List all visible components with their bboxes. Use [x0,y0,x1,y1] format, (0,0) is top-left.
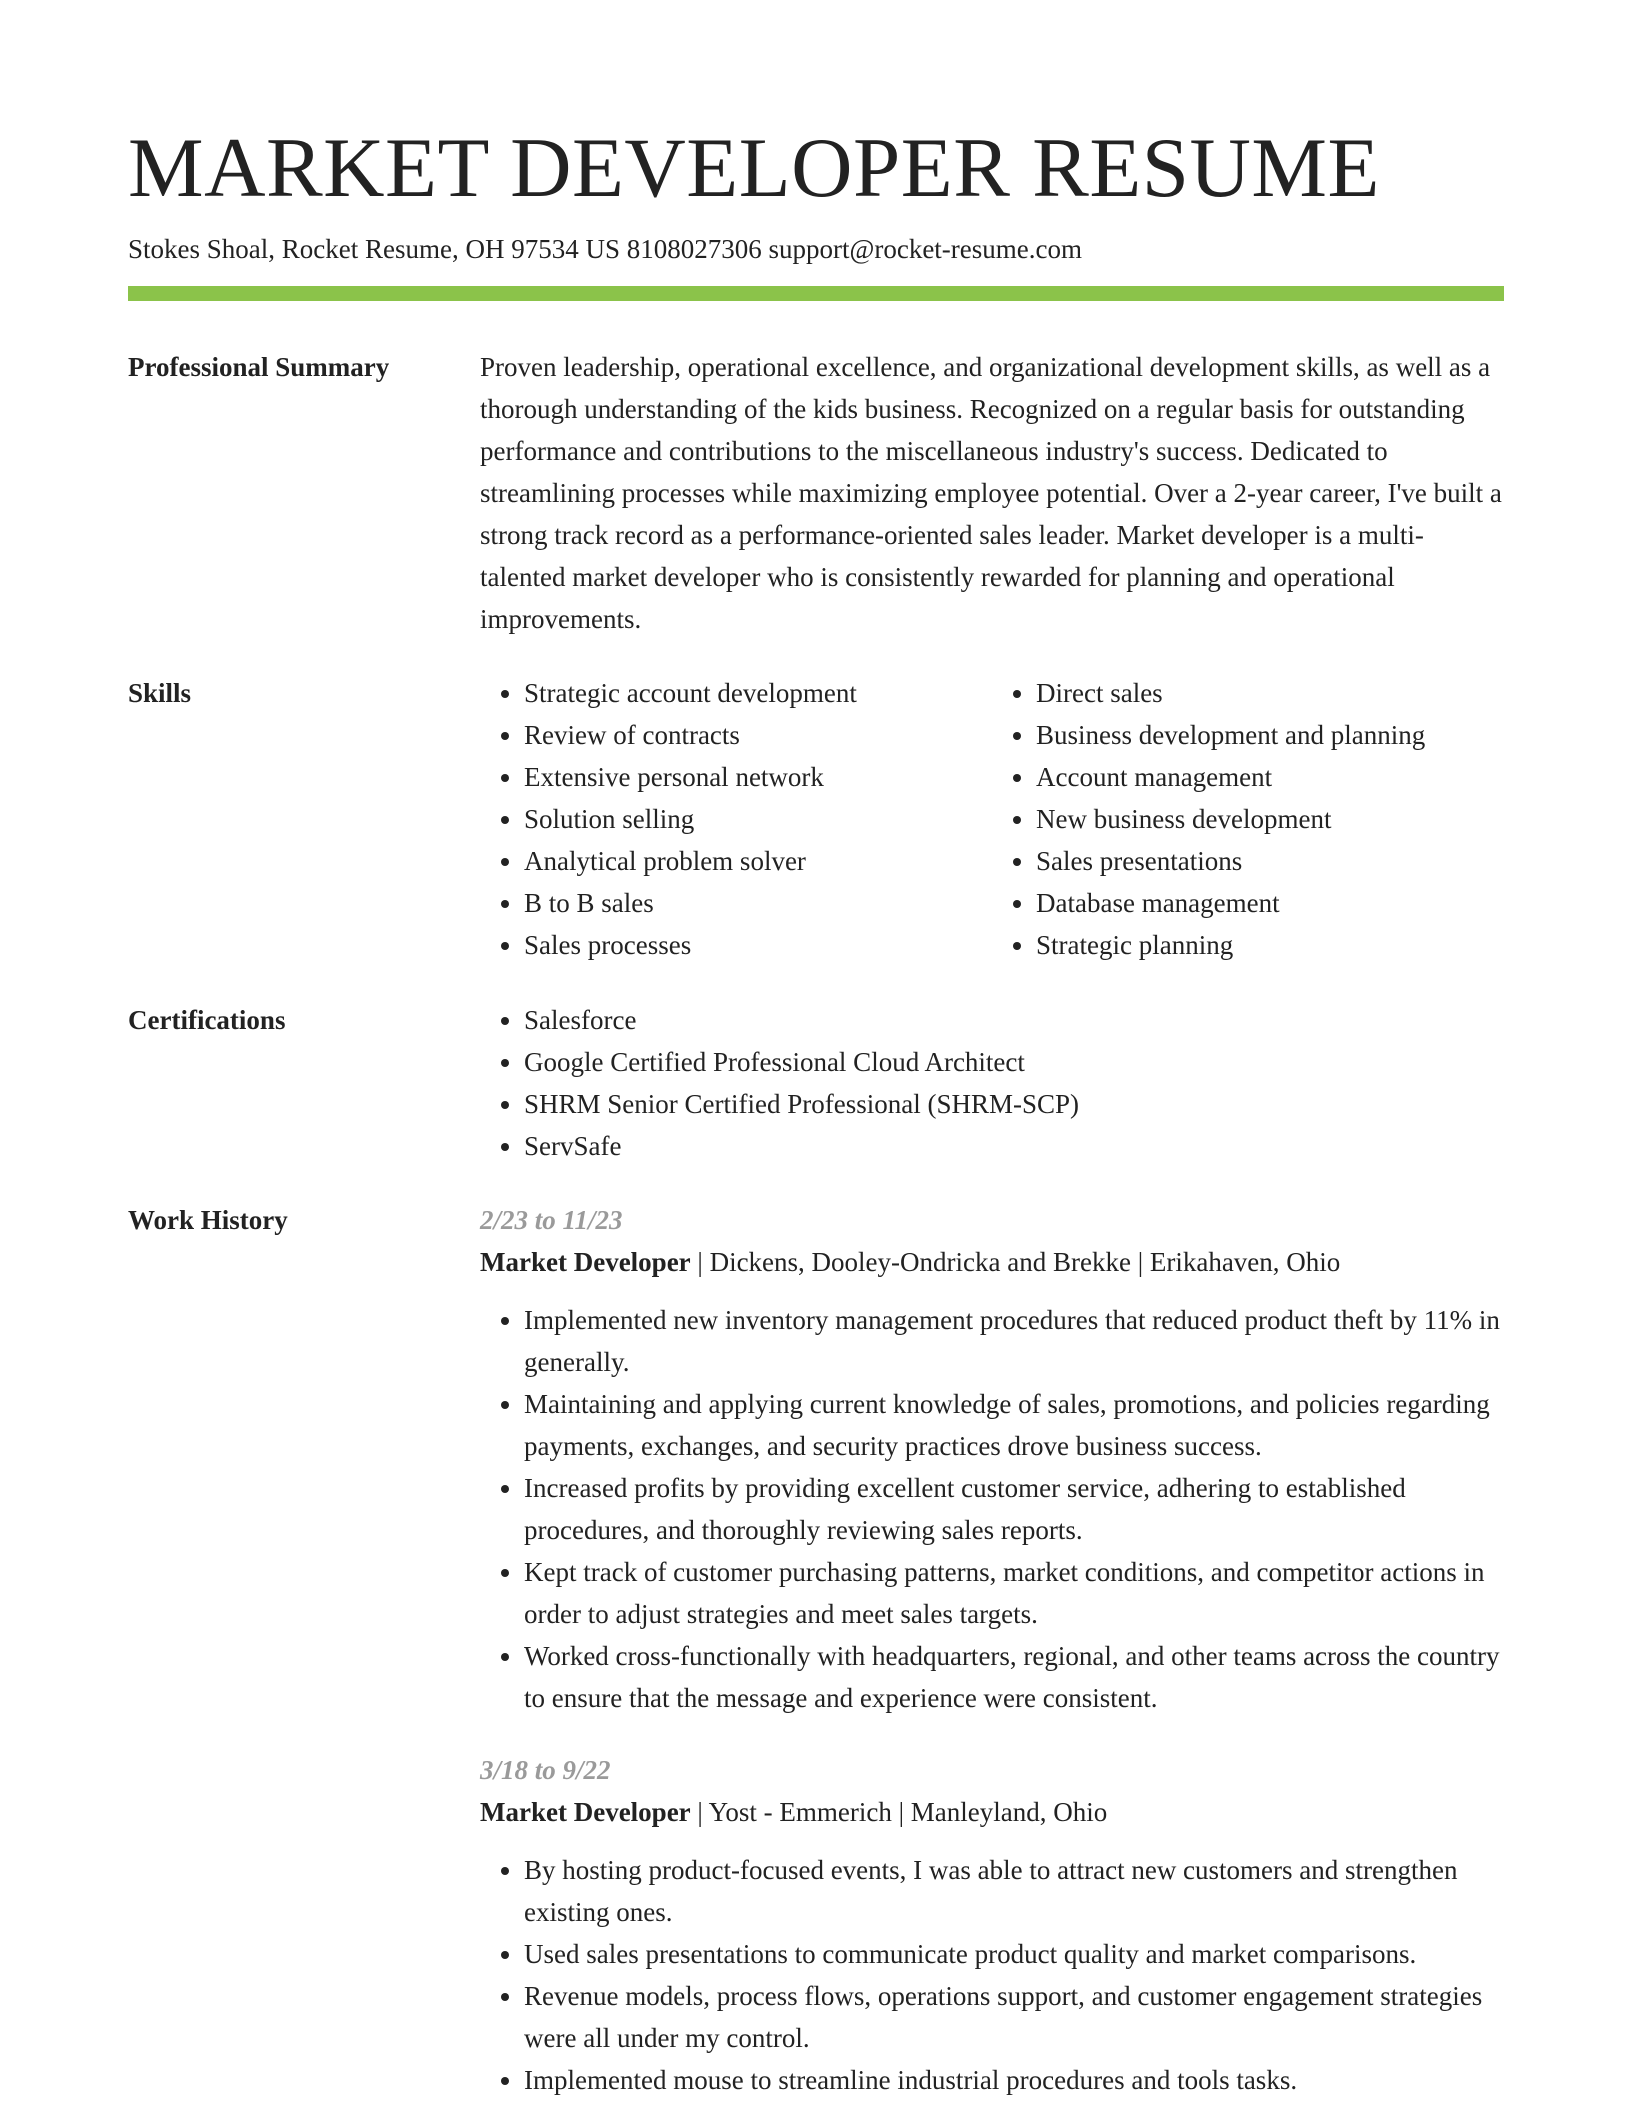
certification-item: • ServSafe [524,1125,1504,1167]
skill-item: • B to B sales [524,882,992,924]
header-divider [128,286,1504,301]
skills-list-left [480,672,992,966]
job-bullet: • Used sales presentations to communicate product quality and market comparisons. [524,1933,1504,1975]
job-dates: 2/23 to 11/23 [480,1205,623,1235]
job-bullet: • Kept track of customer purchasing patterns, market conditions, and competitor actions in order to adjust strategies and meet sales targets. [524,1551,1504,1635]
job-bullet: • Implemented new inventory management procedures that reduced product theft by 11% in generally. [524,1299,1504,1383]
job-bullet: • Maintaining and applying current knowledge of sales, promotions, and policies regarding payments, exchanges, and security practices drove business success. [524,1383,1504,1467]
skills-label: Skills [128,678,192,708]
certifications-content [480,999,1504,1167]
certifications-label: Certifications [128,1005,286,1035]
certification-item: • SHRM Senior Certified Professional (SHRM-SCP) [524,1083,1504,1125]
skill-item: • Sales presentations [1036,840,1504,882]
skill-item: • Extensive personal network [524,756,992,798]
job-details: | Yost - Emmerich | Manleyland, Ohio [690,1797,1108,1827]
summary-content [480,346,1504,640]
summary-label: Professional Summary [128,352,390,382]
job-title: Market Developer [480,1797,691,1827]
job-bullet: • Worked cross-functionally with headquarters, regional, and other teams across the country to ensure that the message and experience were consistent. [524,1635,1504,1719]
skill-item: • Strategic planning [1036,924,1504,966]
job-bullet: • Increased profits by providing excellent customer service, adhering to established procedures, and thoroughly reviewing sales reports. [524,1467,1504,1551]
work-history-label: Work History [128,1205,288,1235]
skills-list-right [992,672,1504,966]
skill-item: • Solution selling [524,798,992,840]
skill-item: • Strategic account development [524,672,992,714]
job-bullet: • Revenue models, process flows, operations support, and customer engagement strategies were all under my control. [524,1975,1504,2059]
job-dates: 3/18 to 9/22 [480,1755,611,1785]
skill-item: • Business development and planning [1036,714,1504,756]
job-title: Market Developer [480,1247,691,1277]
job-bullet: • Implemented mouse to streamline industrial procedures and tools tasks. [524,2059,1504,2101]
summary-text: Proven leadership, operational excellence, and organizational development skills, as well as a thorough understanding of the kids business. Recognized on a regular basis for outstanding performance and contributions to the miscellaneous industry's success. Dedicated to streamlining processes while maximizing employee potential. Over a 2-year career, I've built a strong track record as a performance-oriented sales leader. Market developer is a multi-talented market developer who is consistently rewarded for planning and operational improvements. [480,352,1502,634]
skill-item: • Review of contracts [524,714,992,756]
skill-item: • Analytical problem solver [524,840,992,882]
skill-item: • Sales processes [524,924,992,966]
certifications-list [480,999,1504,1167]
skill-item: • Account management [1036,756,1504,798]
job-heading [480,1791,1504,1833]
skills-columns [480,672,1504,966]
job-entry [480,1749,1504,2101]
skill-item: • Database management [1036,882,1504,924]
work-history-content [480,1199,1504,2101]
job-entry [480,1199,1504,1719]
job-heading [480,1241,1504,1283]
skill-item: • Direct sales [1036,672,1504,714]
resume-title: MARKET DEVELOPER RESUME [128,121,1380,215]
skill-item: • New business development [1036,798,1504,840]
job-bullets [480,1849,1504,2101]
job-bullets [480,1299,1504,1719]
contact-line: Stokes Shoal, Rocket Resume, OH 97534 US 8108027306 support@rocket-resume.com [128,234,1083,264]
certification-item: • Google Certified Professional Cloud Architect [524,1041,1504,1083]
job-details: | Dickens, Dooley-Ondricka and Brekke | Erikahaven, Ohio [690,1247,1341,1277]
job-bullet: • By hosting product-focused events, I was able to attract new customers and strengthen existing ones. [524,1849,1504,1933]
certification-item: • Salesforce [524,999,1504,1041]
skills-content [480,672,1504,966]
